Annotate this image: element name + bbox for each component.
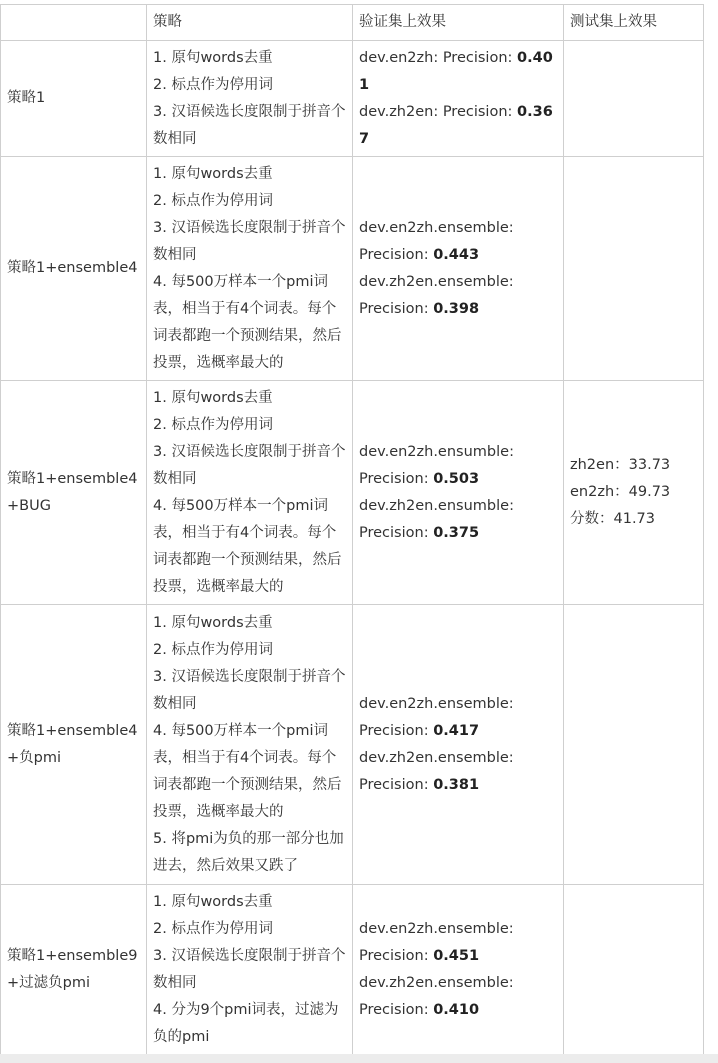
header-test: 测试集上效果 <box>564 5 704 41</box>
strategy-step: 1. 原句words去重 <box>153 389 273 406</box>
precision-value: 0.443 <box>433 246 480 263</box>
validation-label: Precision: <box>359 776 434 793</box>
validation-label: dev.en2zh.ensemble: <box>359 219 514 236</box>
validation-cell <box>353 157 564 381</box>
validation-line <box>359 745 557 772</box>
strategy-step: 3. 汉语候选长度限制于拼音个数相同 <box>153 443 346 487</box>
validation-label: Precision: <box>359 470 434 487</box>
table-row <box>1 381 704 605</box>
table-row <box>1 157 704 381</box>
validation-label: dev.en2zh.ensumble: <box>359 443 514 460</box>
strategy-name-cell: 策略1+ensemble4+负pmi <box>1 605 147 885</box>
precision-value: 0.410 <box>433 1001 480 1018</box>
precision-value: 0.398 <box>433 300 480 317</box>
validation-line <box>359 943 557 970</box>
strategy-details-cell <box>147 885 353 1055</box>
precision-value: 0.503 <box>433 470 480 487</box>
validation-line <box>359 269 557 296</box>
test-cell <box>564 157 704 381</box>
strategy-step: 4. 分为9个pmi词表，过滤为负的pmi <box>153 1001 339 1045</box>
strategy-step: 2. 标点作为停用词 <box>153 192 273 209</box>
validation-line <box>359 242 557 269</box>
strategy-name-cell: 策略1+ensemble4+BUG <box>1 381 147 605</box>
table-row <box>1 41 704 157</box>
strategy-step: 2. 标点作为停用词 <box>153 641 273 658</box>
validation-cell <box>353 605 564 885</box>
strategy-step: 4. 每500万样本一个pmi词表，相当于有4个词表。每个词表都跑一个预测结果，然后投票，选概率最大的 <box>153 722 342 820</box>
strategy-details-cell <box>147 157 353 381</box>
table-row <box>1 605 704 885</box>
test-score-line: 分数：41.73 <box>570 511 656 527</box>
strategy-name-cell: 策略1 <box>1 41 147 157</box>
precision-value: 0.381 <box>433 776 480 793</box>
header-empty <box>1 5 147 41</box>
validation-line <box>359 45 557 99</box>
validation-label: dev.en2zh.ensemble: <box>359 920 514 937</box>
validation-line <box>359 520 557 547</box>
test-cell <box>564 41 704 157</box>
header-strategy: 策略 <box>147 5 353 41</box>
strategy-name-cell: 策略1+ensemble4 <box>1 157 147 381</box>
strategy-step: 4. 每500万样本一个pmi词表，相当于有4个词表。每个词表都跑一个预测结果，然后投票，选概率最大的 <box>153 273 342 371</box>
validation-label: Precision: <box>359 300 434 317</box>
strategy-step: 5. 将pmi为负的那一部分也加进去，然后效果又跌了 <box>153 830 344 874</box>
validation-line <box>359 970 557 997</box>
validation-line <box>359 772 557 799</box>
strategy-step: 2. 标点作为停用词 <box>153 416 273 433</box>
strategy-step: 2. 标点作为停用词 <box>153 76 273 93</box>
strategy-step: 3. 汉语候选长度限制于拼音个数相同 <box>153 103 346 147</box>
strategy-step: 3. 汉语候选长度限制于拼音个数相同 <box>153 219 346 263</box>
strategy-step: 3. 汉语候选长度限制于拼音个数相同 <box>153 668 346 712</box>
strategy-step: 2. 标点作为停用词 <box>153 920 273 937</box>
strategy-step: 1. 原句words去重 <box>153 49 273 66</box>
validation-line <box>359 466 557 493</box>
validation-cell <box>353 885 564 1055</box>
validation-label: Precision: <box>359 1001 434 1018</box>
strategy-details-cell <box>147 41 353 157</box>
precision-value: 0.417 <box>433 722 480 739</box>
validation-line <box>359 296 557 323</box>
test-cell <box>564 605 704 885</box>
precision-value: 0.375 <box>433 524 480 541</box>
validation-line <box>359 691 557 718</box>
strategy-details-cell <box>147 605 353 885</box>
validation-label: dev.zh2en.ensemble: <box>359 974 514 991</box>
test-cell <box>564 885 704 1055</box>
validation-line <box>359 439 557 466</box>
strategy-step: 1. 原句words去重 <box>153 614 273 631</box>
precision-value: 0.367 <box>359 103 553 147</box>
strategy-step: 3. 汉语候选长度限制于拼音个数相同 <box>153 947 346 991</box>
validation-label: dev.zh2en: Precision: <box>359 103 518 120</box>
test-cell <box>564 381 704 605</box>
precision-value: 0.451 <box>433 947 480 964</box>
validation-label: Precision: <box>359 246 434 263</box>
validation-label: dev.zh2en.ensumble: <box>359 497 514 514</box>
validation-line <box>359 493 557 520</box>
table-row <box>1 885 704 1055</box>
header-row <box>1 5 704 41</box>
validation-label: Precision: <box>359 524 434 541</box>
validation-cell <box>353 41 564 157</box>
validation-label: Precision: <box>359 947 434 964</box>
strategy-name-cell: 策略1+ensemble9+过滤负pmi <box>1 885 147 1055</box>
validation-label: Precision: <box>359 722 434 739</box>
validation-line <box>359 99 557 153</box>
horizontal-scrollbar[interactable] <box>0 1054 718 1063</box>
test-score-line: zh2en：33.73 <box>570 457 671 473</box>
test-score-line: en2zh：49.73 <box>570 484 671 500</box>
validation-line <box>359 215 557 242</box>
strategy-details-cell <box>147 381 353 605</box>
precision-value: 0.401 <box>359 49 553 93</box>
validation-cell <box>353 381 564 605</box>
strategy-step: 1. 原句words去重 <box>153 893 273 910</box>
validation-line <box>359 916 557 943</box>
validation-label: dev.zh2en.ensemble: <box>359 273 514 290</box>
validation-line <box>359 997 557 1024</box>
validation-line <box>359 718 557 745</box>
header-validation: 验证集上效果 <box>353 5 564 41</box>
strategy-step: 4. 每500万样本一个pmi词表，相当于有4个词表。每个词表都跑一个预测结果，然后投票，选概率最大的 <box>153 497 342 595</box>
strategy-step: 1. 原句words去重 <box>153 165 273 182</box>
validation-label: dev.en2zh.ensemble: <box>359 695 514 712</box>
results-table <box>0 4 704 1055</box>
validation-label: dev.en2zh: Precision: <box>359 49 518 66</box>
validation-label: dev.zh2en.ensemble: <box>359 749 514 766</box>
